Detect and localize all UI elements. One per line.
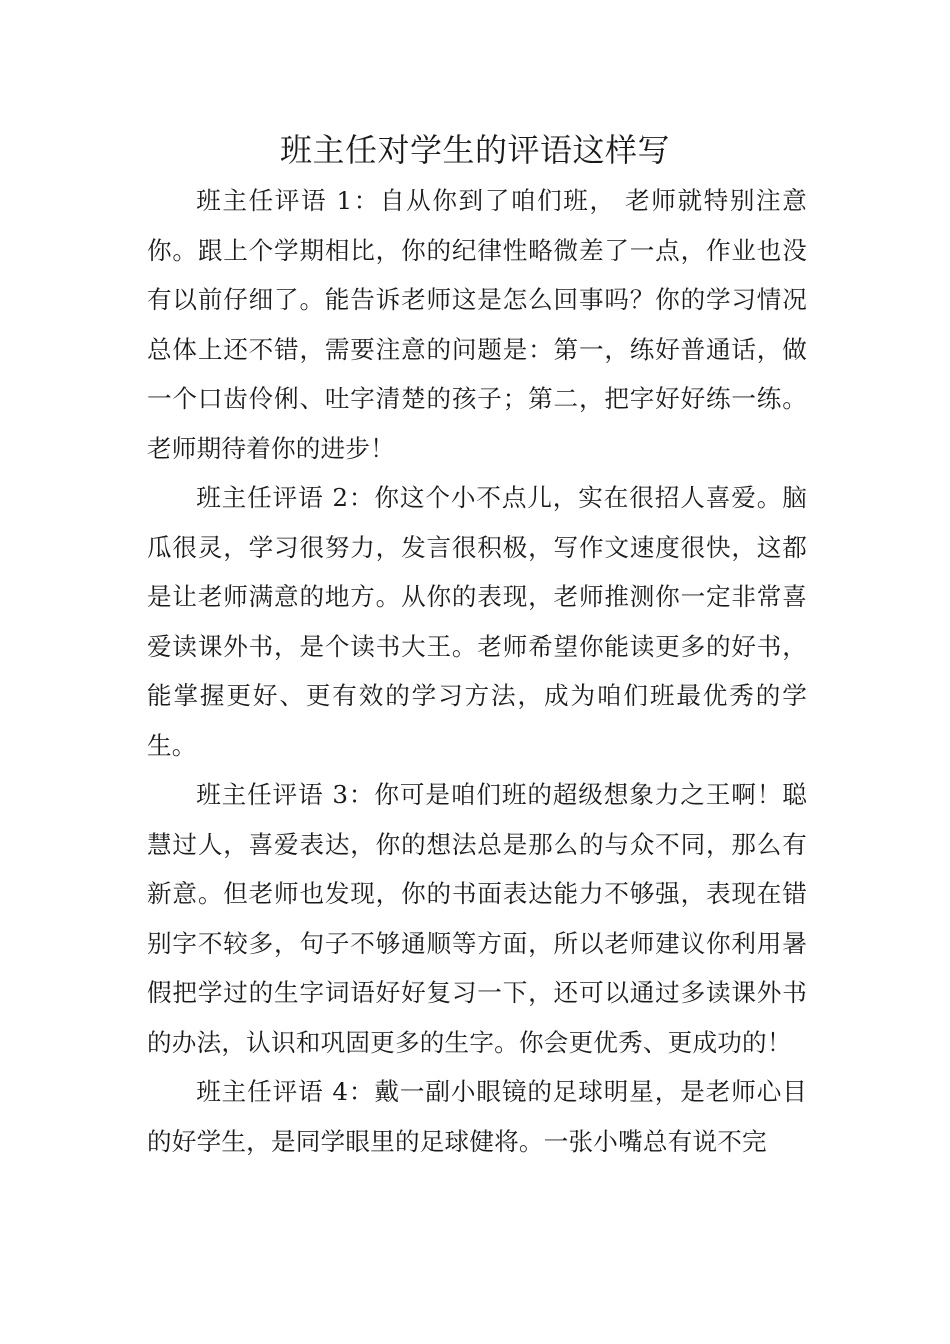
document-title: 班主任对学生的评语这样写 <box>279 131 670 169</box>
paragraph-comment-4: 班主任评语 4：戴一副小眼镜的足球明星，是老师心目的好学生，是同学眼里的足球健将。一张小嘴总有说不完 <box>147 1077 807 1156</box>
paragraph-comment-1: 班主任评语 1：自从你到了咱们班， 老师就特别注意你。跟上个学期相比，你的纪律性略微差了一点，作业也没有以前仔细了。能告诉老师这是怎么回事吗？你的学习情况总体上还不错，需要注意的问题是：第一，练好普通话，做一个口齿伶俐、吐字清楚的孩子；第二，把字好好练一练。老师期待着你的进步！ <box>147 186 807 463</box>
paragraph-comment-2: 班主任评语 2：你这个小不点儿，实在很招人喜爱。脑瓜很灵，学习很努力，发言很积极，写作文速度很快，这都是让老师满意的地方。从你的表现，老师推测你一定非常喜爱读课外书，是个读书大王。老师希望你能读更多的好书，能掌握更好、更有效的学习方法，成为咱们班最优秀的学生。 <box>147 483 807 760</box>
paragraph-comment-3: 班主任评语 3：你可是咱们班的超级想象力之王啊！聪慧过人，喜爱表达，你的想法总是那么的与众不同，那么有新意。但老师也发现，你的书面表达能力不够强，表现在错别字不较多，句子不够通顺等方面，所以老师建议你利用暑假把学过的生字词语好好复习一下，还可以通过多读课外书的办法，认识和巩固更多的生字。你会更优秀、更成功的！ <box>147 780 807 1057</box>
document-body <box>147 176 807 1166</box>
